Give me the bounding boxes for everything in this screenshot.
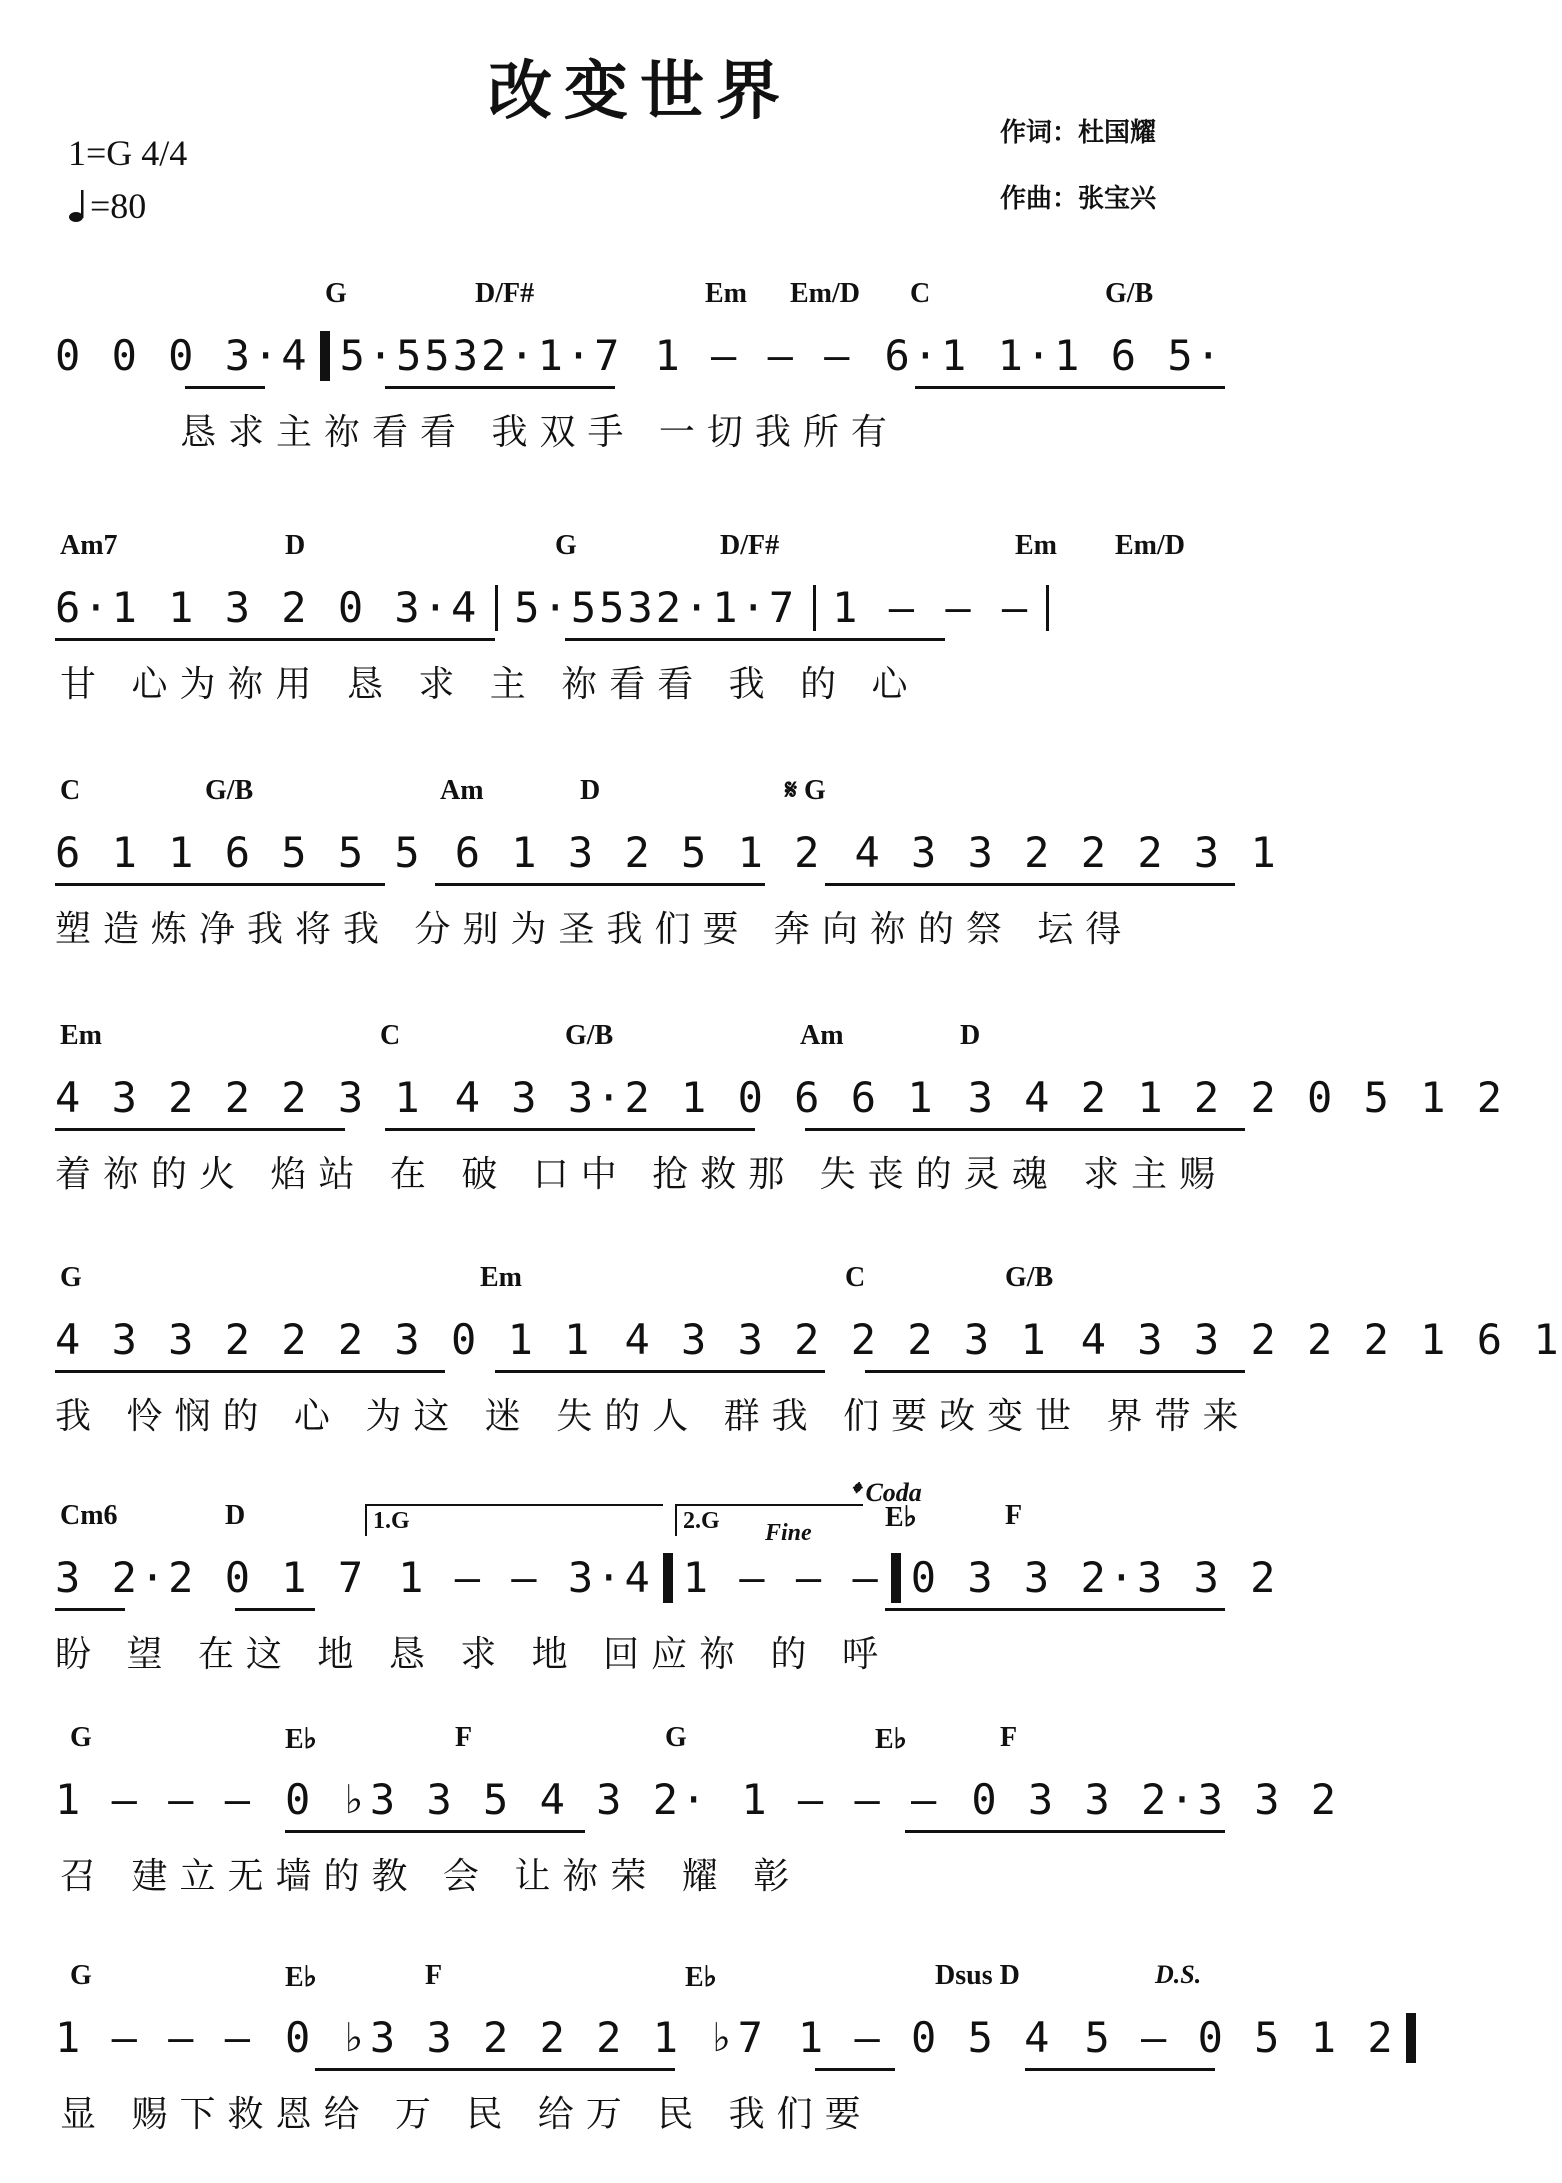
volta-2: 2.G	[675, 1504, 863, 1536]
measure-notes: 6 1 1 6 5 5 5	[55, 828, 423, 877]
chord-label: Em/D	[790, 278, 860, 309]
chord-label: E♭	[285, 1962, 317, 1993]
chord-label: D	[225, 1500, 246, 1531]
measure-notes: 4 3 2 2 2 3 1	[55, 1073, 423, 1122]
lyrics-line: 塑造炼净我将我 分别为圣我们要 奔向祢的祭 坛得	[55, 909, 1134, 950]
chord-label: C	[845, 1262, 866, 1293]
beam-line	[385, 386, 615, 389]
chord-label: G/B	[205, 775, 254, 806]
beam-line	[55, 883, 385, 886]
song-title: 改变世界	[488, 54, 792, 129]
beam-line	[235, 1608, 315, 1611]
staff-system-7	[55, 1722, 1340, 1932]
quarter-note-icon	[68, 188, 86, 224]
notation-row	[55, 1070, 1506, 1126]
chord-row	[55, 278, 1255, 314]
staff-system-3	[55, 775, 1279, 985]
notation-row	[55, 1312, 1562, 1368]
repeat-end-barline	[663, 1553, 673, 1603]
measure-notes: 6·1 1 3 2 0 3·4	[55, 583, 480, 632]
chord-row	[55, 1020, 1255, 1056]
lyrics-line: 我 怜悯的 心 为这 迷 失的人 群我 们要改变世 界带来	[55, 1396, 1251, 1437]
volta-1: 1.G	[365, 1504, 663, 1536]
chord-label: E♭	[685, 1962, 717, 1993]
barline	[813, 585, 816, 631]
chord-label: D	[960, 1020, 981, 1051]
beam-line	[865, 1370, 1245, 1373]
chord-label: D/F#	[475, 278, 535, 309]
measure-notes: 1 – – –	[55, 1775, 254, 1824]
tempo-value: =80	[90, 186, 147, 226]
chord-label: Am7	[60, 530, 118, 561]
staff-system-8	[55, 1960, 1396, 2170]
measure-notes: 3 2·2 0 1 7	[55, 1553, 367, 1602]
chord-label: E♭	[885, 1502, 917, 1533]
measure-notes: 6 1 3 2 5 1 2	[454, 828, 823, 877]
chord-label: G	[70, 1960, 92, 1991]
chord-label: D/F#	[720, 530, 780, 561]
beam-line	[435, 883, 765, 886]
chord-label: Dsus D	[935, 1960, 1020, 1991]
lyrics-line: 恳求主祢看看 我双手 一切我所有	[180, 412, 899, 453]
chord-row	[55, 1262, 1255, 1298]
chord-label: Cm6	[60, 1500, 118, 1531]
beam-line	[285, 1830, 585, 1833]
lyrics-line: 显 赐下救恩给 万 民 给万 民 我们要	[60, 2094, 873, 2135]
lyrics-line: 甘 心为祢用 恳 求 主 祢看看 我 的 心	[60, 664, 920, 705]
measure-notes: 5 – 0 5 1 2	[1084, 2013, 1396, 2062]
measure-notes: 4 3 3 2 2 2 3 1	[624, 1315, 1049, 1364]
measure-notes: 5·5532·1·7	[514, 583, 798, 632]
chord-label: E♭	[285, 1724, 317, 1755]
beam-line	[915, 386, 1225, 389]
chord-label: Em	[1015, 530, 1057, 561]
chord-label: G/B	[565, 1020, 614, 1051]
beam-line	[1025, 2068, 1215, 2071]
lyrics-line: 召 建立无墙的教 会 让祢荣 耀 彰	[60, 1856, 802, 1897]
chord-label: G	[60, 1262, 82, 1293]
chord-label: F	[455, 1722, 473, 1753]
notation-row	[55, 825, 1279, 881]
measure-notes: 0 3 3 2·3 3 2	[910, 1553, 1279, 1602]
chord-label: E♭	[875, 1724, 907, 1755]
notation-row	[55, 328, 1255, 384]
chord-row	[55, 530, 1255, 566]
beam-line	[825, 883, 1235, 886]
beam-line	[565, 638, 945, 641]
chord-label: G	[70, 1722, 92, 1753]
beam-line	[815, 2068, 895, 2071]
chord-row	[55, 1722, 1255, 1758]
measure-notes: 3 4 2 1 2 2 0 5 1 2	[967, 1073, 1506, 1122]
beam-line	[185, 386, 265, 389]
chord-label: Em	[705, 278, 747, 309]
staff-system-2	[55, 530, 1255, 740]
measure-notes: 1 – – –	[55, 2013, 254, 2062]
measure-notes: 0 ♭3 3 5 4 3 2·	[285, 1775, 710, 1824]
staff-system-5	[55, 1262, 1562, 1472]
measure-notes: 1 – 0 5 4	[797, 2013, 1053, 2062]
fine-mark: Fine	[765, 1520, 812, 1546]
measure-notes: 4 3 3 2 2 2 3 0 1 1	[55, 1315, 593, 1364]
beam-line	[495, 1370, 825, 1373]
repeat-start-barline	[320, 331, 330, 381]
chord-label: F	[1000, 1722, 1018, 1753]
final-barline	[1406, 2013, 1416, 2063]
beam-line	[315, 2068, 675, 2071]
chord-label: F	[1005, 1500, 1023, 1531]
chord-label: D	[580, 775, 601, 806]
chord-row	[55, 775, 1255, 811]
chord-label: Em/D	[1115, 530, 1185, 561]
chord-label: 𝄋 G	[785, 775, 826, 806]
coda-mark: 𝄌 Coda	[850, 1478, 922, 1507]
measure-notes: 1 – – –	[832, 583, 1031, 632]
chord-label: Em	[60, 1020, 102, 1051]
measure-notes: 1 – – –	[654, 331, 853, 380]
measure-notes: 4 3 3 2 2 2 3 1	[854, 828, 1279, 877]
double-barline	[891, 1553, 901, 1603]
tempo-marking	[68, 185, 146, 227]
chord-label: C	[910, 278, 931, 309]
notation-row	[55, 1550, 1279, 1606]
beam-line	[55, 1370, 445, 1373]
barline	[1046, 585, 1049, 631]
composer-credit: 作曲：张宝兴	[1000, 184, 1157, 214]
beam-line	[55, 638, 495, 641]
measure-notes: 1 – – 3·4	[398, 1553, 653, 1602]
chord-label: Am	[800, 1020, 844, 1051]
beam-line	[805, 1128, 1245, 1131]
chord-label: C	[60, 775, 81, 806]
chord-label: F	[425, 1960, 443, 1991]
beam-line	[55, 1608, 125, 1611]
chord-label: Em	[480, 1262, 522, 1293]
notation-row	[55, 1772, 1340, 1828]
measure-notes: 4 3 3·2 1 0 6 6 1	[454, 1073, 936, 1122]
barline	[495, 585, 498, 631]
chord-label: G/B	[1005, 1262, 1054, 1293]
chord-label: G	[555, 530, 577, 561]
beam-line	[385, 1128, 755, 1131]
beam-line	[55, 1128, 345, 1131]
measure-notes: 1 – – –	[741, 1775, 940, 1824]
measure-notes: 0 0 0 3·4	[55, 331, 310, 380]
beam-line	[885, 1608, 1225, 1611]
measure-notes: 0 ♭3 3 2 2 2 1 ♭7	[285, 2013, 766, 2062]
measure-notes: 0 3 3 2·3 3 2	[971, 1775, 1340, 1824]
lyrics-line: 盼 望 在这 地 恳 求 地 回应祢 的 呼	[55, 1634, 890, 1675]
ds-mark: D.S.	[1155, 1960, 1202, 1989]
lyrics-line: 着祢的火 焰站 在 破 口中 抢救那 失丧的灵魂 求主赐	[55, 1154, 1228, 1195]
measure-notes: 6·1 1·1 6 5·	[884, 331, 1224, 380]
measure-notes: 4 3 3 2 2 2 1 6 1	[1080, 1315, 1562, 1364]
measure-notes: 5·5532·1·7	[339, 331, 623, 380]
notation-row	[55, 2010, 1396, 2066]
chord-label: G	[325, 278, 347, 309]
staff-system-6	[55, 1478, 1279, 1710]
chord-label: G/B	[1105, 278, 1154, 309]
lyricist-credit: 作词：杜国耀	[1000, 118, 1157, 148]
notation-row	[55, 580, 1255, 636]
chord-label: G	[665, 1722, 687, 1753]
staff-system-1	[55, 278, 1255, 488]
chord-label: C	[380, 1020, 401, 1051]
key-signature: 1=G 4/4	[68, 133, 188, 173]
beam-line	[905, 1830, 1225, 1833]
staff-system-4	[55, 1020, 1506, 1230]
measure-notes: 1 – – –	[682, 1553, 881, 1602]
chord-label: D	[285, 530, 306, 561]
chord-label: Am	[440, 775, 484, 806]
chord-row	[55, 1960, 1255, 1996]
